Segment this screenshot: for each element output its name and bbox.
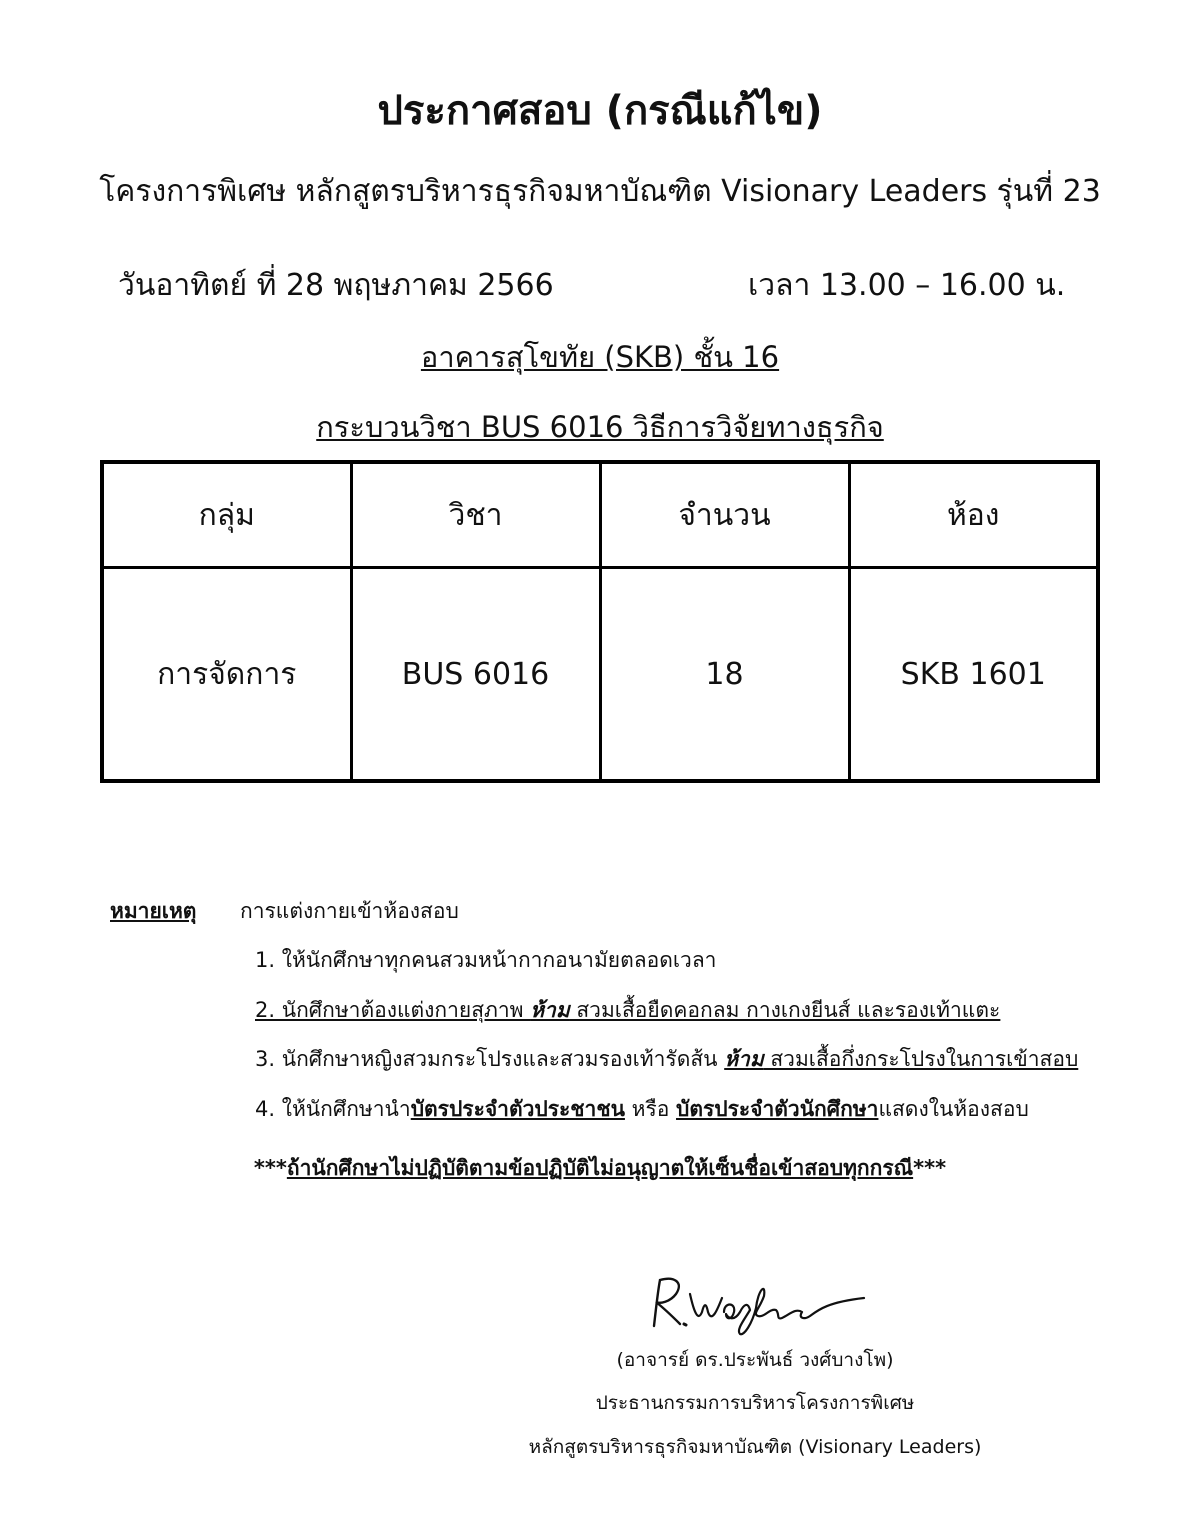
note-item-1: 1. ให้นักศึกษาทุกคนสวมหน้ากากอนามัยตลอดเวลา — [255, 948, 717, 972]
note-item-4 — [255, 1093, 1029, 1126]
warning-text: ถ้านักศึกษาไม่ปฏิบัติตามข้อปฏิบัติไม่อนุญาตให้เซ็นชื่อเข้าสอบทุกกรณี — [286, 1156, 914, 1180]
exam-table — [100, 460, 1100, 783]
program-subtitle: โครงการพิเศษ หลักสูตรบริหารธุรกิจมหาบัณฑิต Visionary Leaders รุ่นที่ 23 — [99, 174, 1101, 209]
note-item-3-emphasis: ห้าม — [724, 1047, 764, 1071]
exam-course: กระบวนวิชา BUS 6016 วิธีการวิจัยทางธุรกิจ — [316, 410, 884, 444]
signatory-program: หลักสูตรบริหารธุรกิจมหาบัณฑิต (Visionary Leaders) — [528, 1436, 982, 1458]
handwritten-signature — [640, 1268, 880, 1338]
note-item-4-prefix: 4. ให้นักศึกษานำ — [255, 1097, 411, 1121]
column-header-room: ห้อง — [849, 462, 1098, 568]
cell-count: 18 — [600, 568, 849, 782]
cell-room: SKB 1601 — [849, 568, 1098, 782]
notes-heading: การแต่งกายเข้าห้องสอบ — [240, 899, 459, 923]
exam-time: เวลา 13.00 – 16.00 น. — [748, 268, 1066, 303]
warning-stars-right: *** — [913, 1156, 947, 1180]
signatory-position: ประธานกรรมการบริหารโครงการพิเศษ — [595, 1392, 915, 1414]
page-title: ประกาศสอบ (กรณีแก้ไข) — [377, 88, 823, 134]
signatory-name: (อาจารย์ ดร.ประพันธ์ วงศ์บางโพ) — [616, 1349, 894, 1371]
column-header-group: กลุ่ม — [102, 462, 351, 568]
exam-building: อาคารสุโขทัย (SKB) ชั้น 16 — [420, 340, 780, 374]
note-item-4-card2: บัตรประจำตัวนักศึกษา — [676, 1097, 879, 1121]
warning-note — [0, 1152, 1200, 1185]
cell-group: การจัดการ — [102, 568, 351, 782]
table-header-row — [102, 462, 1098, 568]
cell-subject: BUS 6016 — [351, 568, 600, 782]
column-header-count: จำนวน — [600, 462, 849, 568]
note-item-2-prefix: 2. นักศึกษาต้องแต่งกายสุภาพ — [255, 998, 531, 1022]
note-item-4-or: หรือ — [624, 1097, 677, 1121]
note-item-2-emphasis: ห้าม — [530, 998, 570, 1022]
note-item-3-rest: สวมเสื้อกึ่งกระโปรงในการเข้าสอบ — [763, 1047, 1079, 1071]
notes-label: หมายเหตุ — [110, 899, 197, 923]
table-row — [102, 568, 1098, 782]
note-item-2-rest: สวมเสื้อยืดคอกลม กางเกงยีนส์ และรองเท้าแตะ — [569, 998, 1001, 1022]
note-item-4-suffix: แสดงในห้องสอบ — [878, 1097, 1029, 1121]
exam-date: วันอาทิตย์ ที่ 28 พฤษภาคม 2566 — [118, 268, 554, 303]
note-item-2 — [255, 994, 1000, 1027]
column-header-subject: วิชา — [351, 462, 600, 568]
note-item-4-card1: บัตรประจำตัวประชาชน — [410, 1097, 625, 1121]
note-item-3 — [255, 1043, 1078, 1076]
note-item-3-prefix: 3. นักศึกษาหญิงสวมกระโปรงและสวมรองเท้ารัดส้น — [255, 1047, 725, 1071]
warning-stars-left: *** — [253, 1156, 287, 1180]
